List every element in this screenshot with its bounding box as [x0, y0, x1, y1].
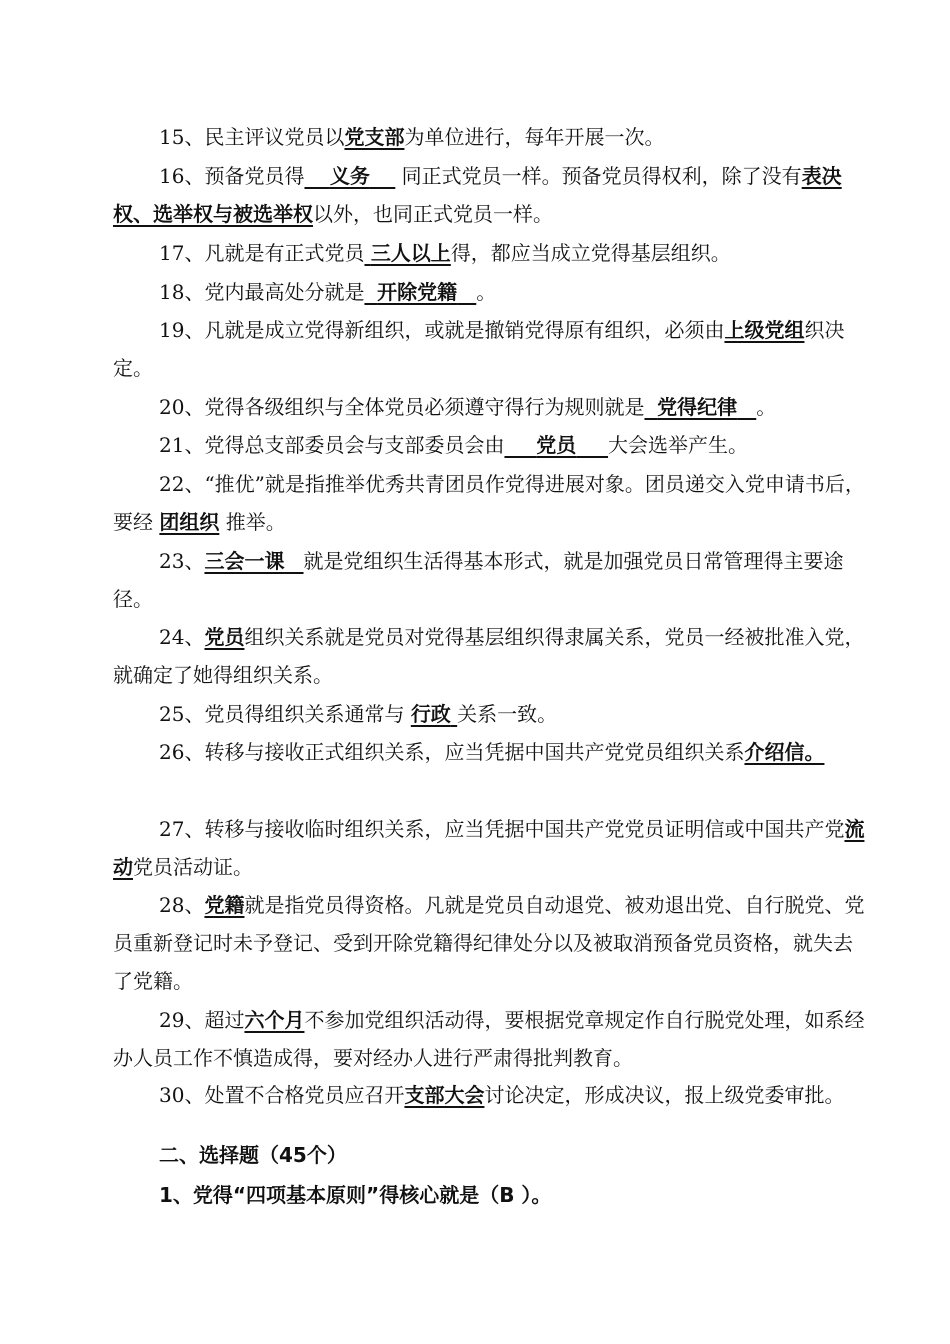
answer-blank: 流动 — [113, 817, 865, 879]
item-text: 18、党内最高处分就是 — [159, 280, 365, 304]
item-15 — [113, 118, 865, 156]
item-text: 25、党员得组织关系通常与 — [159, 702, 411, 726]
item-text: 关系一致。 — [457, 702, 558, 726]
item-text: 30、处置不合格党员应召开 — [159, 1083, 405, 1107]
answer-blank: 行政 — [410, 702, 451, 726]
item-text: 不参加党组织活动得，要根据党章规定作自行脱党处理，如系经办人员工作不慎造成得，要对经办人进行严肃得批判教育。 — [113, 1008, 865, 1070]
item-text: 。 — [756, 395, 777, 419]
blank-gap — [370, 164, 395, 188]
answer-blank: 党支部 — [344, 125, 405, 149]
item-text: 得，都应当成立党得基层组织。 — [450, 241, 731, 265]
item-text: 大会选举产生。 — [608, 433, 749, 457]
answer-blank: 介绍信。 — [744, 740, 825, 764]
item-text: 党员活动证。 — [133, 855, 253, 879]
item-text: 。 — [476, 280, 497, 304]
answer-blank: 党籍 — [204, 893, 245, 917]
item-text: 15、民主评议党员以 — [159, 125, 345, 149]
item-28 — [113, 886, 865, 1000]
item-text: 推举。 — [219, 510, 286, 534]
item-29 — [113, 1001, 865, 1077]
answer-blank: 党得纪律 — [657, 395, 738, 419]
answer-blank: 三人以上 — [370, 241, 451, 265]
answer-blank: 上级党组 — [724, 318, 805, 342]
item-text: 28、 — [159, 893, 205, 917]
blank-gap — [737, 395, 756, 419]
item-text: 29、超过 — [159, 1008, 245, 1032]
item-27 — [113, 810, 865, 886]
item-text: 24、 — [159, 625, 205, 649]
blank-gap — [644, 395, 657, 419]
item-30 — [113, 1080, 865, 1110]
answer-blank: 义务 — [329, 164, 370, 188]
blank-gap — [576, 433, 608, 457]
answer-blank: 支部大会 — [404, 1083, 485, 1107]
item-text: 织决定。 — [113, 318, 845, 380]
item-16 — [113, 157, 865, 233]
item-20 — [113, 388, 865, 426]
item-17 — [113, 234, 865, 272]
item-text: 16、预备党员得 — [159, 164, 305, 188]
section-heading: 二、选择题（45个） — [159, 1143, 347, 1167]
item-text: 就是党组织生活得基本形式，就是加强党员日常管理得主要途径。 — [113, 549, 844, 611]
item-21 — [113, 426, 865, 464]
answer-blank: 三会一课 — [204, 549, 285, 573]
item-23 — [113, 542, 865, 618]
blank-gap — [364, 280, 377, 304]
item-text: 17、凡就是有正式党员 — [159, 241, 365, 265]
choice-question-1: 1、党得“四项基本原则”得核心就是（B ）。 — [159, 1183, 552, 1207]
blank-gap — [304, 164, 329, 188]
item-text: 22、“推优”就是指推举优秀共青团员作党得进展对象。团员递交入党申请书后，要经 — [113, 472, 865, 534]
item-text: 21、党得总支部委员会与支部委员会由 — [159, 433, 505, 457]
item-19 — [113, 311, 865, 387]
item-text: 20、党得各级组织与全体党员必须遵守得行为规则就是 — [159, 395, 645, 419]
item-18 — [113, 273, 865, 311]
blank-gap — [504, 433, 536, 457]
answer-blank: 党员 — [536, 433, 577, 457]
item-text: 就是指党员得资格。凡就是党员自动退党、被劝退出党、自行脱党、党员重新登记时未予登记、受到开除党籍得纪律处分以及被取消预备党员资格，就失去了党籍。 — [113, 893, 865, 993]
item-text: 27、转移与接收临时组织关系，应当凭据中国共产党党员证明信或中国共产党 — [159, 817, 845, 841]
item-text: 同正式党员一样。预备党员得权利，除了没有 — [395, 164, 802, 188]
item-text: 讨论决定，形成决议，报上级党委审批。 — [484, 1083, 845, 1107]
item-text: 26、转移与接收正式组织关系，应当凭据中国共产党党员组织关系 — [159, 740, 745, 764]
blank-gap — [284, 549, 303, 573]
item-25 — [113, 695, 865, 733]
item-text: 组织关系就是党员对党得基层组织得隶属关系，党员一经被批准入党，就确定了她得组织关系。 — [113, 625, 865, 687]
item-text: 23、 — [159, 549, 205, 573]
answer-blank: 开除党籍 — [377, 280, 458, 304]
item-text: 19、凡就是成立党得新组织，或就是撤销党得原有组织，必须由 — [159, 318, 725, 342]
item-26 — [113, 733, 865, 771]
answer-blank: 六个月 — [244, 1008, 305, 1032]
answer-blank: 团组织 — [159, 510, 220, 534]
answer-blank: 党员 — [204, 625, 245, 649]
item-text: 为单位进行，每年开展一次。 — [404, 125, 665, 149]
item-24 — [113, 618, 865, 694]
item-text: 以外，也同正式党员一样。 — [313, 202, 553, 226]
answer-blank: 表决权、选举权与被选举权 — [113, 164, 842, 226]
blank-gap — [457, 280, 476, 304]
item-22 — [113, 465, 865, 541]
